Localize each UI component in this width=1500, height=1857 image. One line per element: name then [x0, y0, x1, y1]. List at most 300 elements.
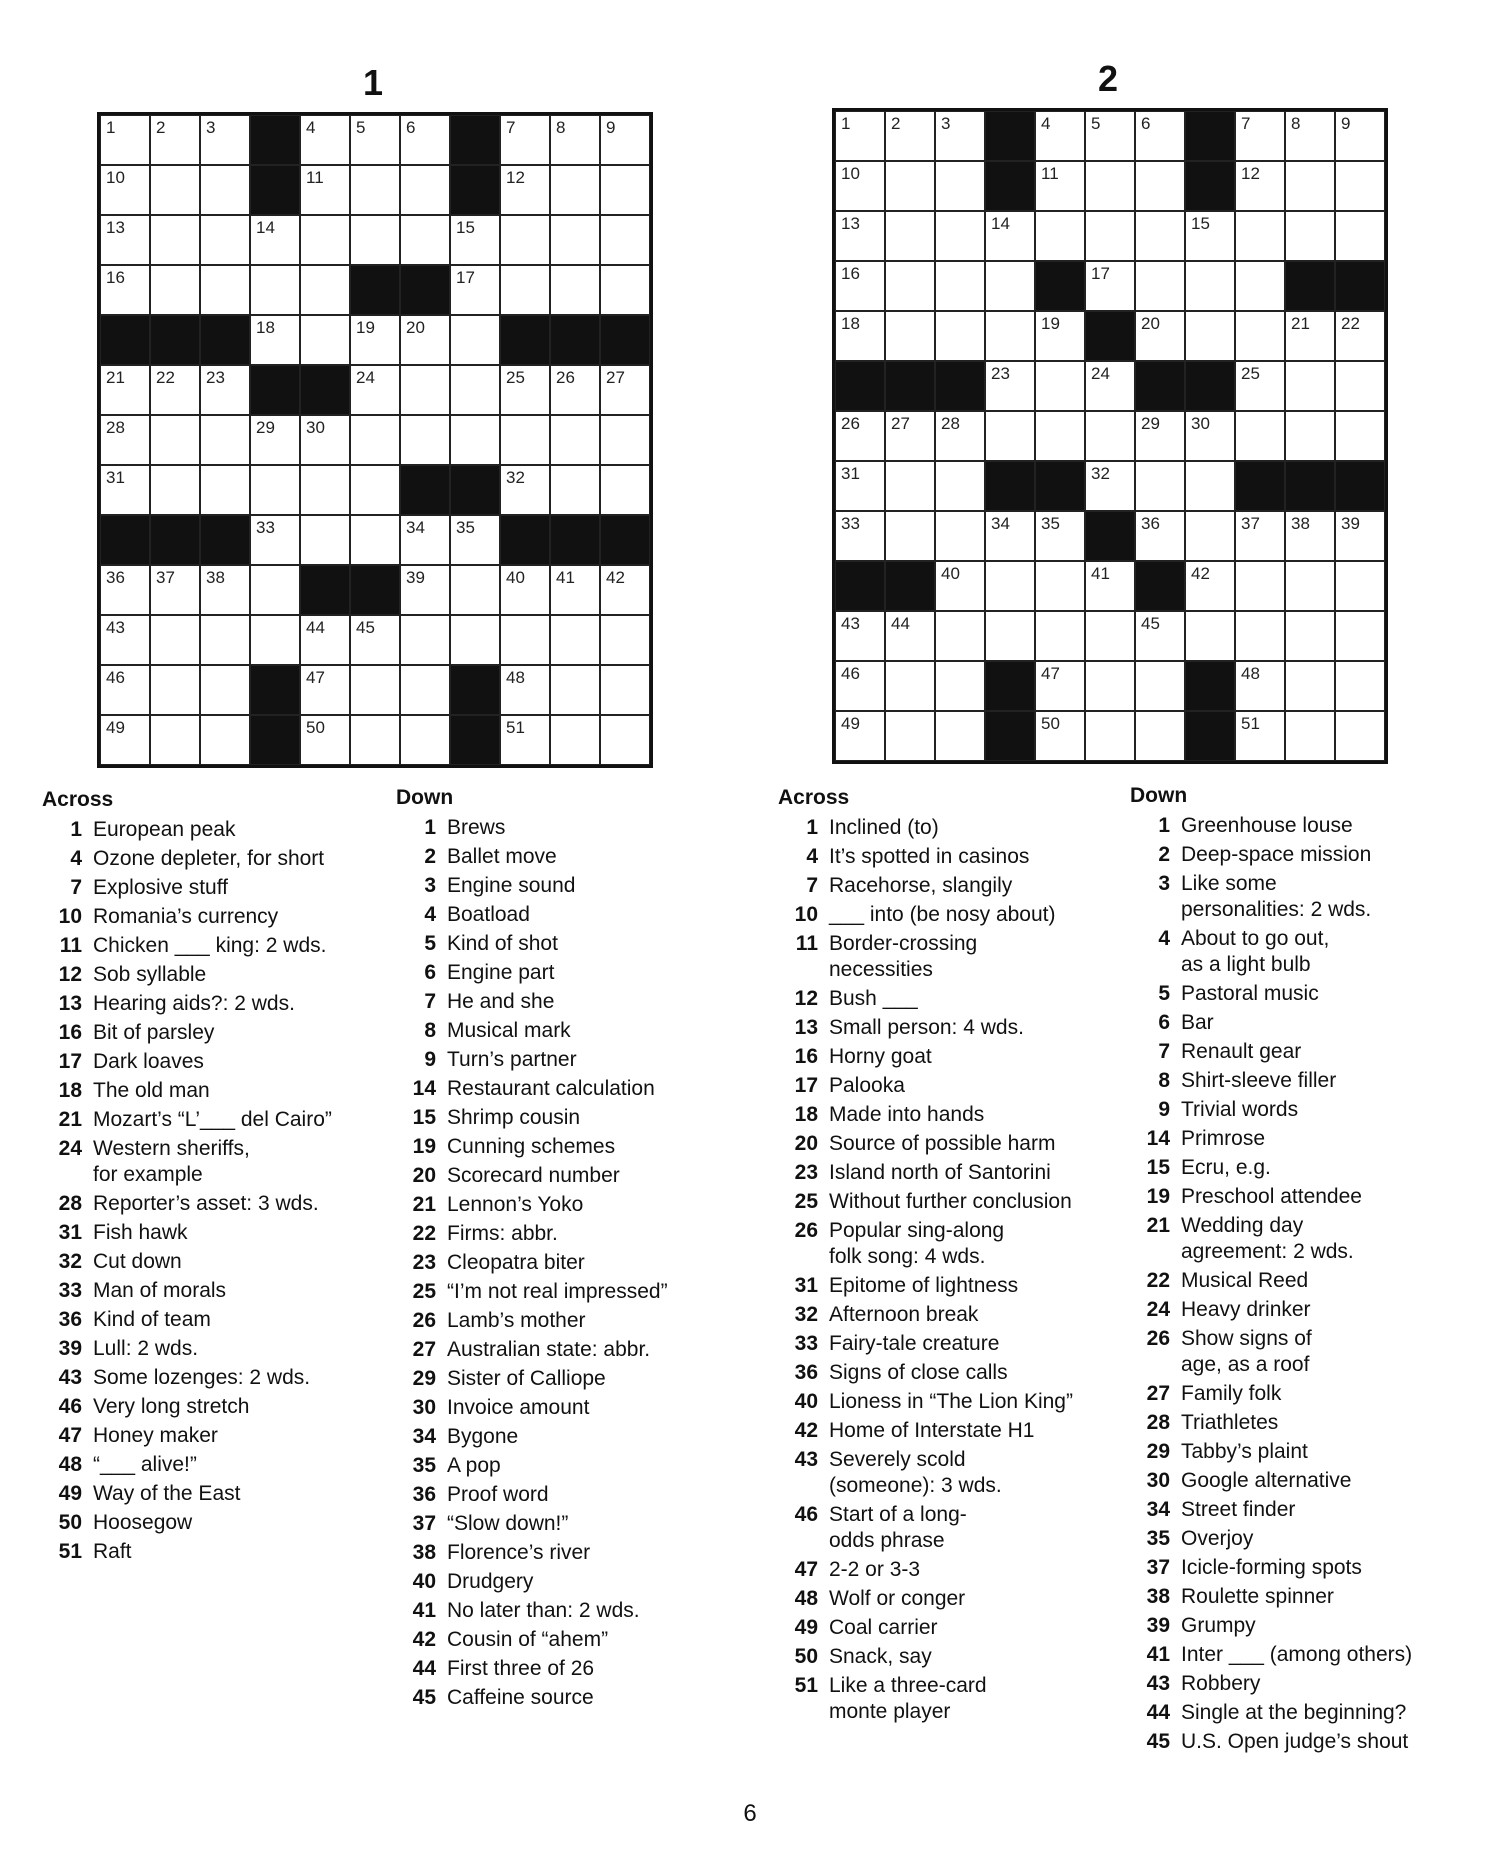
grid-cell[interactable] — [1185, 261, 1235, 311]
cell-number: 49 — [106, 718, 125, 737]
clue-text: Ecru, e.g. — [1181, 1156, 1271, 1179]
grid-cell[interactable] — [885, 461, 935, 511]
grid-cell[interactable] — [400, 215, 450, 265]
grid-cell[interactable] — [985, 211, 1035, 261]
clue-item — [1130, 1524, 1470, 1553]
grid-cell[interactable] — [200, 115, 250, 165]
grid-cell[interactable] — [550, 665, 600, 715]
grid-cell[interactable] — [550, 715, 600, 765]
grid-cell[interactable] — [1185, 311, 1235, 361]
cell-number: 32 — [1091, 464, 1110, 483]
grid-cell[interactable] — [1285, 111, 1335, 161]
grid-cell[interactable] — [500, 165, 550, 215]
grid-cell[interactable] — [350, 315, 400, 365]
grid-cell[interactable] — [250, 515, 300, 565]
grid-cell[interactable] — [100, 465, 150, 515]
clue-number: 1 — [424, 816, 436, 839]
grid-cell[interactable] — [935, 661, 985, 711]
grid-cell[interactable] — [300, 665, 350, 715]
grid-cell[interactable] — [1085, 161, 1135, 211]
grid-cell[interactable] — [1235, 661, 1285, 711]
grid-cell[interactable] — [1335, 561, 1385, 611]
grid-cell[interactable] — [550, 215, 600, 265]
grid-cell[interactable] — [835, 311, 885, 361]
grid-cell[interactable] — [1335, 111, 1385, 161]
grid-cell[interactable] — [250, 215, 300, 265]
grid-cell[interactable] — [500, 615, 550, 665]
grid-cell[interactable] — [150, 165, 200, 215]
clue-number: 19 — [1146, 1185, 1170, 1208]
clue-text: Island north of Santorini — [829, 1161, 1051, 1184]
clue-number: 30 — [412, 1396, 436, 1419]
grid-cell[interactable] — [500, 665, 550, 715]
grid-cell[interactable] — [600, 465, 650, 515]
grid-cell[interactable] — [200, 415, 250, 465]
clue-item — [396, 900, 706, 929]
clue-text: Scorecard number — [447, 1164, 620, 1187]
grid-cell[interactable] — [450, 315, 500, 365]
crossword-grid-1[interactable] — [97, 112, 653, 768]
clue-text: Google alternative — [1181, 1469, 1352, 1492]
grid-cell[interactable] — [935, 561, 985, 611]
grid-cell[interactable] — [885, 161, 935, 211]
grid-cell[interactable] — [400, 565, 450, 615]
grid-cell[interactable] — [350, 215, 400, 265]
grid-cell[interactable] — [1235, 411, 1285, 461]
black-square — [300, 565, 350, 615]
grid-cell[interactable] — [200, 565, 250, 615]
grid-cell[interactable] — [1085, 361, 1135, 411]
clue-number: 35 — [412, 1454, 436, 1477]
grid-cell[interactable] — [1335, 511, 1385, 561]
grid-cell[interactable] — [300, 715, 350, 765]
grid-cell[interactable] — [1135, 711, 1185, 761]
grid-cell[interactable] — [885, 311, 935, 361]
black-square — [985, 461, 1035, 511]
grid-cell[interactable] — [1235, 511, 1285, 561]
grid-cell[interactable] — [500, 715, 550, 765]
clue-number: 49 — [794, 1616, 818, 1639]
cell-number: 42 — [606, 568, 625, 587]
grid-cell[interactable] — [985, 611, 1035, 661]
grid-cell[interactable] — [1135, 261, 1185, 311]
clue-text: It’s spotted in casinos — [829, 845, 1030, 868]
cell-number: 23 — [991, 364, 1010, 383]
grid-cell[interactable] — [300, 215, 350, 265]
grid-cell[interactable] — [550, 415, 600, 465]
grid-cell[interactable] — [600, 415, 650, 465]
grid-cell[interactable] — [1085, 211, 1135, 261]
black-square — [1085, 511, 1135, 561]
grid-cell[interactable] — [350, 415, 400, 465]
grid-cell[interactable] — [100, 365, 150, 415]
cell-number: 41 — [556, 568, 575, 587]
grid-cell[interactable] — [935, 511, 985, 561]
clue-item — [396, 813, 706, 842]
clue-item — [778, 1613, 1108, 1642]
grid-cell[interactable] — [400, 515, 450, 565]
clue-text: Ozone depleter, for short — [93, 847, 325, 870]
grid-cell[interactable] — [550, 465, 600, 515]
grid-cell[interactable] — [1085, 611, 1135, 661]
grid-cell[interactable] — [350, 665, 400, 715]
cell-number: 27 — [606, 368, 625, 387]
grid-cell[interactable] — [200, 615, 250, 665]
grid-cell[interactable] — [250, 315, 300, 365]
grid-cell[interactable] — [450, 265, 500, 315]
clue-item — [396, 1190, 706, 1219]
grid-cell[interactable] — [935, 411, 985, 461]
cell-number: 20 — [406, 318, 425, 337]
grid-cell[interactable] — [835, 111, 885, 161]
grid-cell[interactable] — [200, 165, 250, 215]
grid-cell[interactable] — [100, 115, 150, 165]
grid-cell[interactable] — [450, 415, 500, 465]
grid-cell[interactable] — [835, 611, 885, 661]
grid-cell[interactable] — [1035, 411, 1085, 461]
cell-number: 7 — [1241, 114, 1251, 133]
grid-cell[interactable] — [1335, 311, 1385, 361]
grid-cell[interactable] — [1035, 361, 1085, 411]
grid-cell[interactable] — [1035, 211, 1085, 261]
grid-cell[interactable] — [150, 615, 200, 665]
grid-cell[interactable] — [885, 711, 935, 761]
grid-cell[interactable] — [1085, 461, 1135, 511]
grid-cell[interactable] — [1285, 611, 1335, 661]
grid-cell[interactable] — [250, 465, 300, 515]
cell-number: 25 — [506, 368, 525, 387]
grid-cell[interactable] — [600, 615, 650, 665]
grid-cell[interactable] — [1135, 611, 1185, 661]
grid-cell[interactable] — [1285, 311, 1335, 361]
grid-cell[interactable] — [550, 615, 600, 665]
grid-cell[interactable] — [1185, 511, 1235, 561]
grid-cell[interactable] — [835, 661, 885, 711]
grid-cell[interactable] — [450, 615, 500, 665]
grid-cell[interactable] — [300, 115, 350, 165]
grid-cell[interactable] — [300, 165, 350, 215]
grid-cell[interactable] — [1235, 161, 1285, 211]
grid-cell[interactable] — [300, 515, 350, 565]
grid-cell[interactable] — [1335, 411, 1385, 461]
cell-number: 36 — [106, 568, 125, 587]
clue-number: 34 — [1146, 1498, 1170, 1521]
clue-item — [42, 1421, 372, 1450]
clue-number: 16 — [58, 1021, 82, 1044]
grid-cell[interactable] — [1285, 661, 1335, 711]
grid-cell[interactable] — [600, 165, 650, 215]
grid-cell[interactable] — [1285, 361, 1335, 411]
grid-cell[interactable] — [1035, 111, 1085, 161]
grid-cell[interactable] — [300, 265, 350, 315]
grid-cell[interactable] — [350, 515, 400, 565]
grid-cell[interactable] — [400, 415, 450, 465]
grid-cell[interactable] — [100, 165, 150, 215]
grid-cell[interactable] — [150, 715, 200, 765]
grid-cell[interactable] — [600, 715, 650, 765]
grid-cell[interactable] — [400, 665, 450, 715]
grid-cell[interactable] — [350, 365, 400, 415]
clue-number: 22 — [412, 1222, 436, 1245]
grid-cell[interactable] — [600, 665, 650, 715]
grid-cell[interactable] — [935, 711, 985, 761]
clue-number: 24 — [58, 1137, 82, 1160]
clue-text: Engine part — [447, 961, 555, 984]
grid-cell[interactable] — [1035, 511, 1085, 561]
grid-cell[interactable] — [1235, 111, 1285, 161]
grid-cell[interactable] — [500, 265, 550, 315]
grid-cell[interactable] — [1185, 211, 1235, 261]
clue-item — [778, 900, 1108, 929]
grid-cell[interactable] — [1335, 211, 1385, 261]
grid-cell[interactable] — [1085, 661, 1135, 711]
grid-cell[interactable] — [350, 165, 400, 215]
grid-cell[interactable] — [150, 365, 200, 415]
clue-text: Brews — [447, 816, 506, 839]
grid-cell[interactable] — [550, 165, 600, 215]
grid-cell[interactable] — [1135, 411, 1185, 461]
clue-text: Firms: abbr. — [447, 1222, 558, 1245]
grid-cell[interactable] — [100, 665, 150, 715]
grid-cell[interactable] — [935, 111, 985, 161]
grid-cell[interactable] — [100, 565, 150, 615]
grid-cell[interactable] — [100, 215, 150, 265]
grid-cell[interactable] — [835, 461, 885, 511]
grid-cell[interactable] — [1335, 711, 1385, 761]
grid-cell[interactable] — [1035, 711, 1085, 761]
grid-cell[interactable] — [500, 215, 550, 265]
grid-cell[interactable] — [200, 715, 250, 765]
grid-cell[interactable] — [300, 415, 350, 465]
grid-cell[interactable] — [400, 115, 450, 165]
grid-cell[interactable] — [200, 265, 250, 315]
grid-cell[interactable] — [350, 115, 400, 165]
cell-number: 9 — [1341, 114, 1351, 133]
grid-cell[interactable] — [100, 715, 150, 765]
clue-text: Invoice amount — [447, 1396, 590, 1419]
grid-cell[interactable] — [935, 261, 985, 311]
grid-cell[interactable] — [100, 265, 150, 315]
clue-text: Lioness in “The Lion King” — [829, 1390, 1073, 1413]
grid-cell[interactable] — [200, 365, 250, 415]
grid-cell[interactable] — [985, 511, 1035, 561]
clue-text: Pastoral music — [1181, 982, 1319, 1005]
grid-cell[interactable] — [1285, 711, 1335, 761]
grid-cell[interactable] — [1035, 311, 1085, 361]
grid-cell[interactable] — [400, 165, 450, 215]
grid-cell[interactable] — [300, 615, 350, 665]
grid-cell[interactable] — [550, 115, 600, 165]
grid-cell[interactable] — [1335, 661, 1385, 711]
grid-cell[interactable] — [935, 161, 985, 211]
clue-item — [42, 1334, 372, 1363]
grid-cell[interactable] — [1185, 561, 1235, 611]
grid-cell[interactable] — [1235, 311, 1285, 361]
grid-cell[interactable] — [1285, 411, 1335, 461]
grid-cell[interactable] — [450, 365, 500, 415]
grid-cell[interactable] — [350, 615, 400, 665]
grid-cell[interactable] — [985, 411, 1035, 461]
grid-cell[interactable] — [1335, 161, 1385, 211]
grid-cell[interactable] — [150, 415, 200, 465]
grid-cell[interactable] — [885, 611, 935, 661]
grid-cell[interactable] — [985, 561, 1035, 611]
grid-cell[interactable] — [450, 515, 500, 565]
grid-cell[interactable] — [1035, 661, 1085, 711]
grid-cell[interactable] — [935, 211, 985, 261]
grid-cell[interactable] — [1135, 461, 1185, 511]
grid-cell[interactable] — [1135, 511, 1185, 561]
grid-cell[interactable] — [250, 265, 300, 315]
cell-number: 20 — [1141, 314, 1160, 333]
cell-number: 21 — [1291, 314, 1310, 333]
grid-cell[interactable] — [1185, 461, 1235, 511]
grid-cell[interactable] — [200, 215, 250, 265]
grid-cell[interactable] — [200, 665, 250, 715]
grid-cell[interactable] — [1335, 361, 1385, 411]
cell-number: 40 — [506, 568, 525, 587]
grid-cell[interactable] — [1235, 611, 1285, 661]
clue-text: Inclined (to) — [829, 816, 939, 839]
grid-cell[interactable] — [250, 415, 300, 465]
cell-number: 38 — [1291, 514, 1310, 533]
grid-cell[interactable] — [1235, 561, 1285, 611]
grid-cell[interactable] — [935, 611, 985, 661]
clue-item — [396, 1567, 706, 1596]
grid-cell[interactable] — [150, 265, 200, 315]
grid-cell[interactable] — [1085, 111, 1135, 161]
crossword-grid-2[interactable] — [832, 108, 1388, 764]
grid-cell[interactable] — [600, 115, 650, 165]
grid-cell[interactable] — [1185, 411, 1235, 461]
grid-cell[interactable] — [835, 511, 885, 561]
black-square — [1185, 361, 1235, 411]
grid-cell[interactable] — [1085, 561, 1135, 611]
grid-cell[interactable] — [150, 665, 200, 715]
grid-cell[interactable] — [1335, 611, 1385, 661]
grid-cell[interactable] — [985, 261, 1035, 311]
grid-cell[interactable] — [1235, 211, 1285, 261]
grid-cell[interactable] — [835, 411, 885, 461]
grid-cell[interactable] — [885, 511, 935, 561]
black-square — [835, 561, 885, 611]
black-square — [985, 111, 1035, 161]
clue-number: 11 — [795, 932, 818, 955]
grid-cell[interactable] — [350, 465, 400, 515]
grid-cell[interactable] — [250, 565, 300, 615]
grid-cell[interactable] — [1285, 211, 1335, 261]
grid-cell[interactable] — [1085, 711, 1135, 761]
grid-cell[interactable] — [500, 565, 550, 615]
grid-cell[interactable] — [500, 115, 550, 165]
grid-cell[interactable] — [1035, 161, 1085, 211]
clue-number: 31 — [58, 1221, 82, 1244]
grid-cell[interactable] — [985, 361, 1035, 411]
grid-cell[interactable] — [1035, 561, 1085, 611]
cell-number: 44 — [306, 618, 325, 637]
grid-cell[interactable] — [450, 215, 500, 265]
cell-number: 45 — [1141, 614, 1160, 633]
grid-cell[interactable] — [1235, 261, 1285, 311]
grid-cell[interactable] — [500, 365, 550, 415]
grid-cell[interactable] — [400, 615, 450, 665]
grid-cell[interactable] — [1135, 661, 1185, 711]
grid-cell[interactable] — [150, 115, 200, 165]
grid-cell[interactable] — [600, 565, 650, 615]
grid-cell[interactable] — [600, 265, 650, 315]
grid-cell[interactable] — [1135, 111, 1185, 161]
grid-cell[interactable] — [200, 465, 250, 515]
grid-cell[interactable] — [150, 465, 200, 515]
grid-cell[interactable] — [1185, 611, 1235, 661]
grid-cell[interactable] — [550, 265, 600, 315]
grid-cell[interactable] — [835, 711, 885, 761]
grid-cell[interactable] — [350, 715, 400, 765]
grid-cell[interactable] — [300, 315, 350, 365]
clue-item — [396, 1393, 706, 1422]
puzzle-2-down-clues — [1130, 784, 1470, 1756]
cell-number: 13 — [841, 214, 860, 233]
grid-cell[interactable] — [150, 565, 200, 615]
cell-number: 17 — [456, 268, 475, 287]
grid-cell[interactable] — [250, 615, 300, 665]
grid-cell[interactable] — [885, 211, 935, 261]
grid-cell[interactable] — [1135, 161, 1185, 211]
grid-cell[interactable] — [985, 311, 1035, 361]
grid-cell[interactable] — [1135, 211, 1185, 261]
grid-cell[interactable] — [550, 365, 600, 415]
clue-text: Bit of parsley — [93, 1021, 215, 1044]
clue-text: ___ into (be nosy about) — [829, 903, 1056, 926]
grid-cell[interactable] — [550, 565, 600, 615]
grid-cell[interactable] — [885, 411, 935, 461]
grid-cell[interactable] — [835, 161, 885, 211]
grid-cell[interactable] — [1085, 411, 1135, 461]
clue-number: 49 — [58, 1482, 82, 1505]
grid-cell[interactable] — [100, 615, 150, 665]
grid-cell[interactable] — [1235, 361, 1285, 411]
grid-cell[interactable] — [1285, 561, 1335, 611]
grid-cell[interactable] — [835, 261, 885, 311]
grid-cell[interactable] — [935, 311, 985, 361]
grid-cell[interactable] — [935, 461, 985, 511]
grid-cell[interactable] — [835, 211, 885, 261]
grid-cell[interactable] — [150, 215, 200, 265]
grid-cell[interactable] — [500, 465, 550, 515]
grid-cell[interactable] — [400, 715, 450, 765]
grid-cell[interactable] — [885, 661, 935, 711]
grid-cell[interactable] — [1035, 611, 1085, 661]
grid-cell[interactable] — [885, 261, 935, 311]
grid-cell[interactable] — [1285, 511, 1335, 561]
grid-cell[interactable] — [450, 565, 500, 615]
cell-number: 18 — [256, 318, 275, 337]
grid-cell[interactable] — [600, 215, 650, 265]
clue-item — [396, 1248, 706, 1277]
grid-cell[interactable] — [400, 365, 450, 415]
grid-cell[interactable] — [600, 365, 650, 415]
grid-cell[interactable] — [100, 415, 150, 465]
grid-cell[interactable] — [1285, 161, 1335, 211]
grid-cell[interactable] — [1085, 261, 1135, 311]
grid-cell[interactable] — [300, 465, 350, 515]
grid-cell[interactable] — [885, 111, 935, 161]
grid-cell[interactable] — [400, 315, 450, 365]
grid-cell[interactable] — [1135, 311, 1185, 361]
grid-cell[interactable] — [1235, 711, 1285, 761]
grid-cell[interactable] — [500, 415, 550, 465]
clue-item — [1130, 1727, 1470, 1756]
